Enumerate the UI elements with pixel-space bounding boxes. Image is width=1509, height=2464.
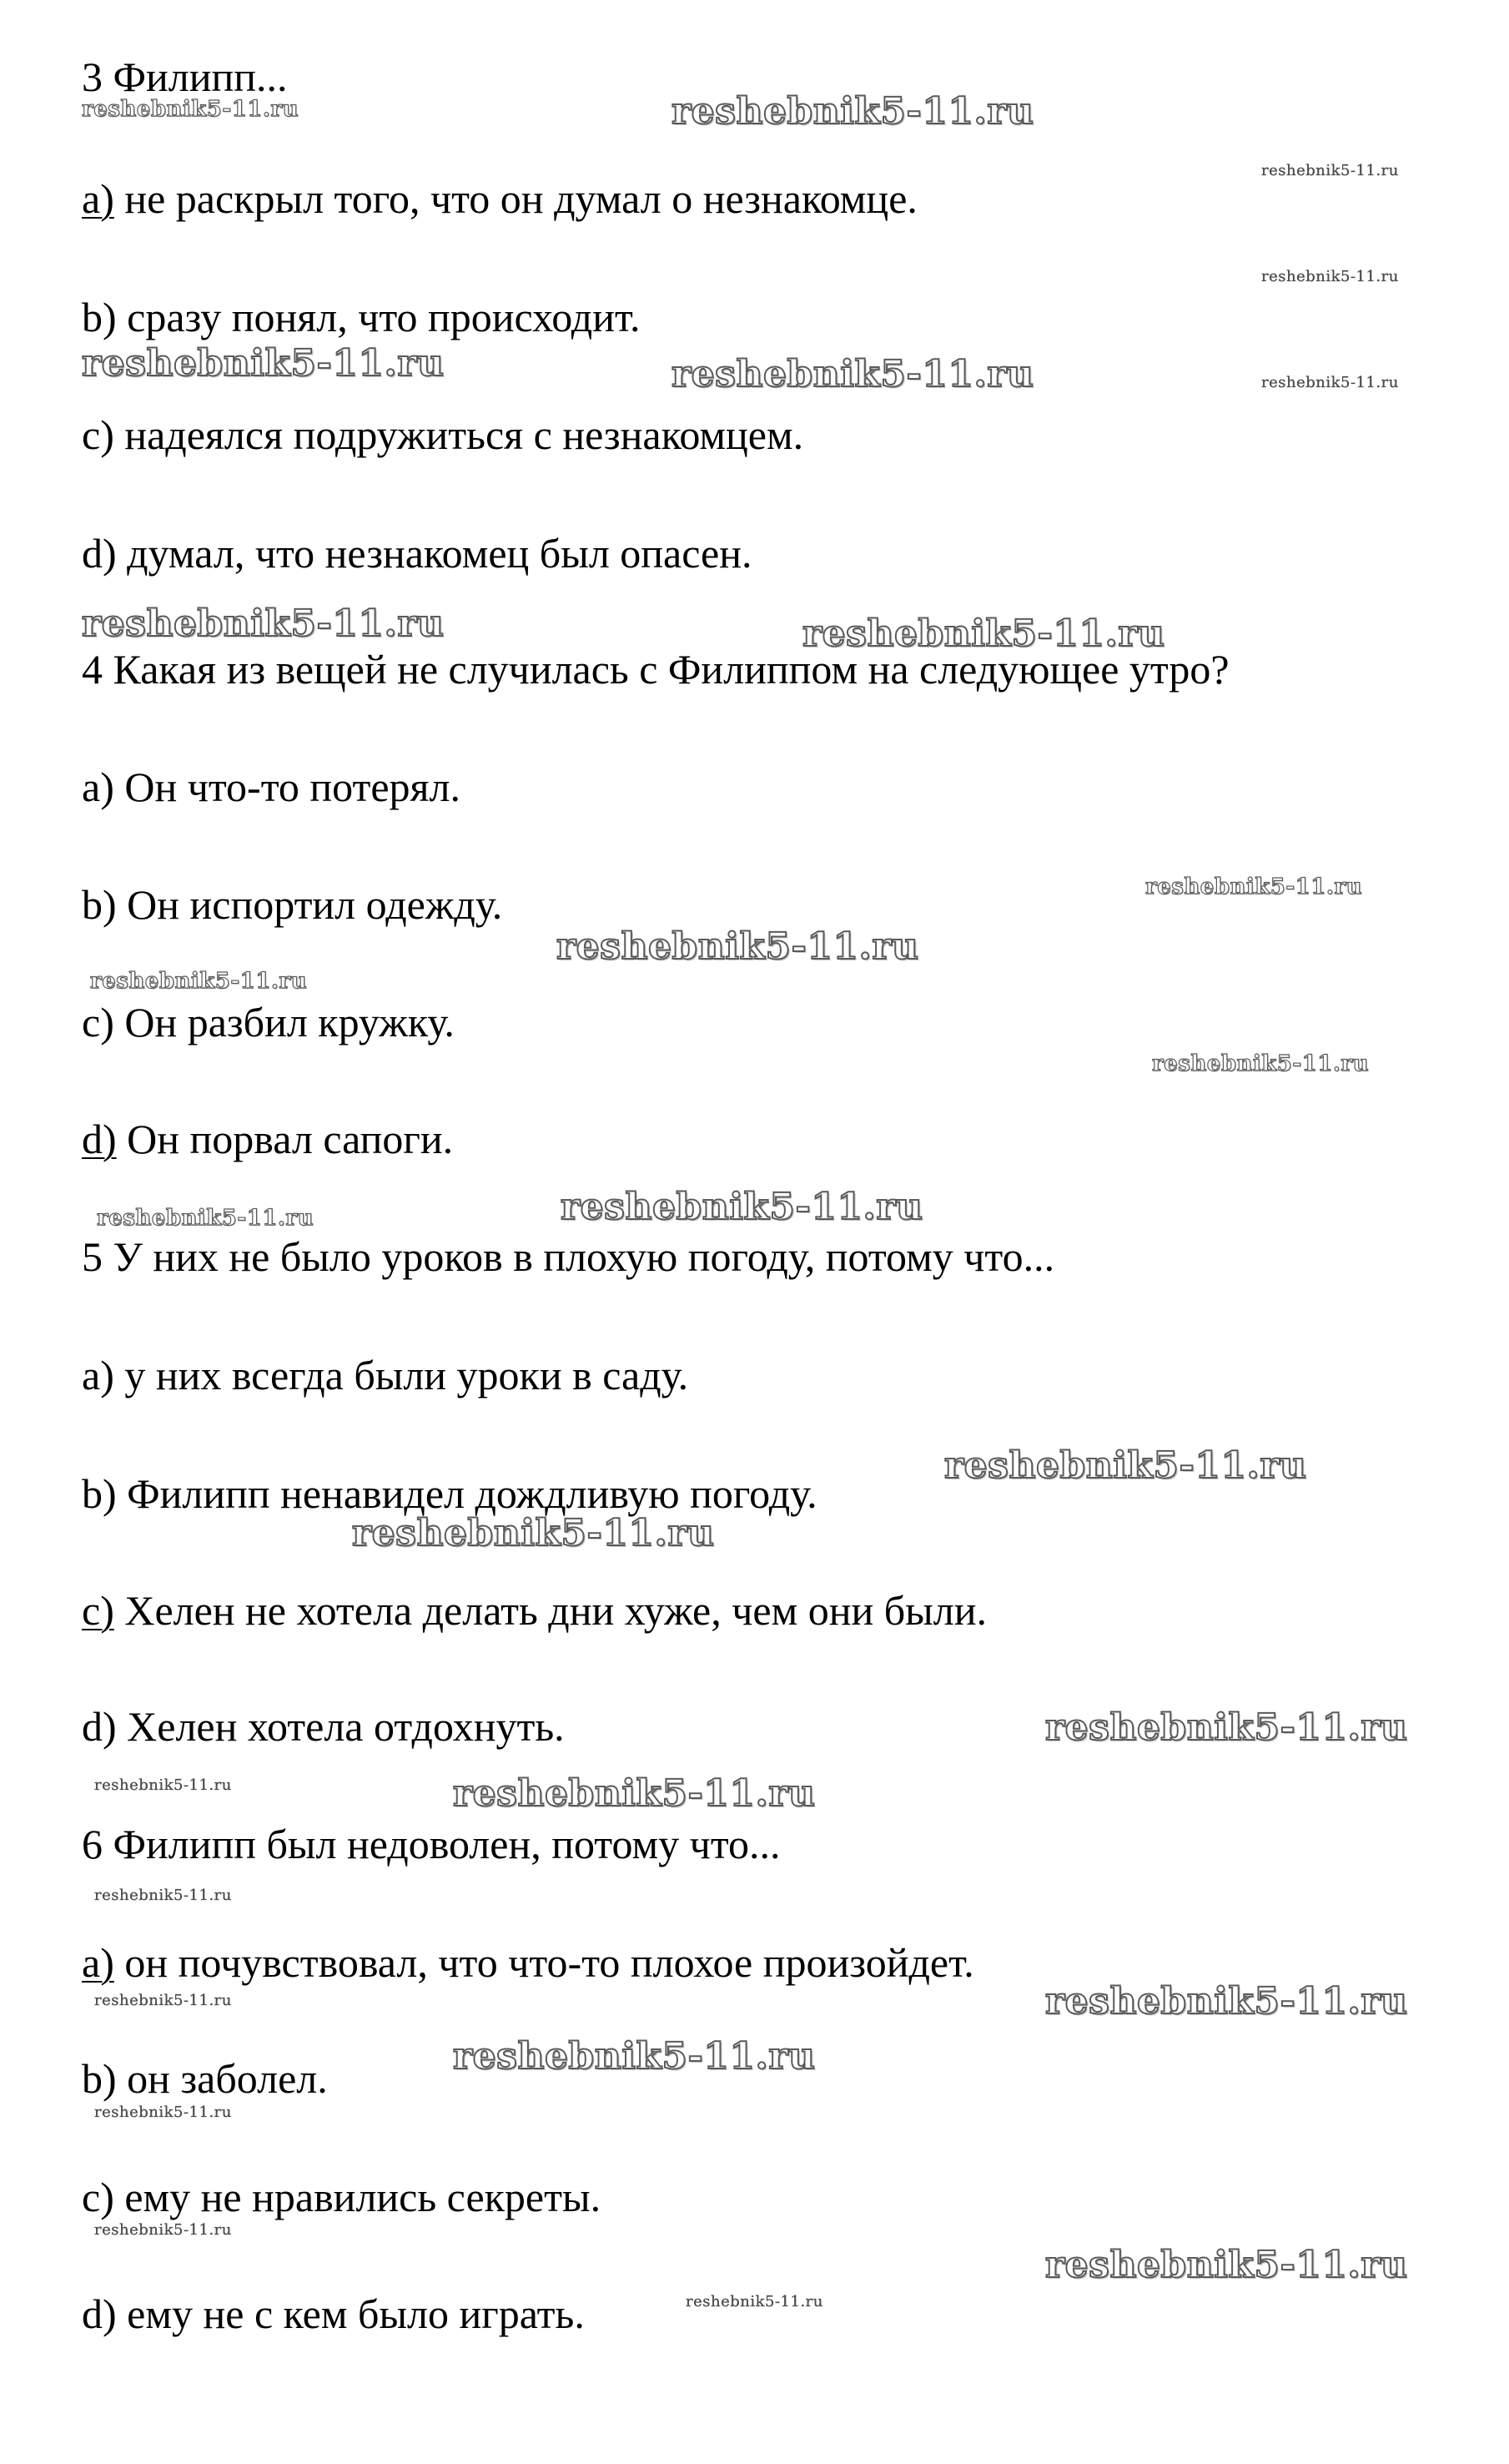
watermark: reshebnik5-11.ru <box>82 97 299 122</box>
question-5-option-b <box>82 1469 817 1519</box>
option-letter: c) <box>82 999 114 1046</box>
watermark: reshebnik5-11.ru <box>94 1887 232 1904</box>
option-text: Он порвал сапоги. <box>116 1116 454 1162</box>
answer-letter-selected: d) <box>82 1116 117 1162</box>
question-4-option-c <box>82 997 455 1047</box>
option-text: Хелен не хотела делать дни хуже, чем они были. <box>113 1587 987 1634</box>
watermark: reshebnik5-11.ru <box>453 1772 816 1815</box>
watermark: reshebnik5-11.ru <box>1261 374 1399 391</box>
question-3-option-c <box>82 410 803 460</box>
question-6-option-a <box>82 1937 974 1988</box>
option-letter: c) <box>82 411 114 458</box>
option-text: Он что-то потерял. <box>113 763 460 810</box>
option-letter: a) <box>82 763 114 810</box>
watermark: reshebnik5-11.ru <box>1152 1051 1370 1076</box>
option-text: он заболел. <box>116 2055 328 2102</box>
watermark: reshebnik5-11.ru <box>556 925 919 968</box>
option-letter: b) <box>82 881 117 928</box>
question-3-option-d <box>82 528 752 578</box>
watermark: reshebnik5-11.ru <box>1261 162 1399 179</box>
question-3-option-b <box>82 292 641 342</box>
watermark: reshebnik5-11.ru <box>1045 1706 1408 1749</box>
watermark: reshebnik5-11.ru <box>352 1512 715 1554</box>
option-letter: d) <box>82 1703 117 1750</box>
watermark: reshebnik5-11.ru <box>94 1776 232 1794</box>
watermark: reshebnik5-11.ru <box>672 90 1034 133</box>
option-letter: d) <box>82 2290 117 2337</box>
option-text: Он испортил одежду. <box>116 881 503 928</box>
answer-letter-selected: a) <box>82 175 114 222</box>
answer-letter-selected: a) <box>82 1939 114 1986</box>
watermark: reshebnik5-11.ru <box>672 353 1034 396</box>
watermark: reshebnik5-11.ru <box>944 1444 1307 1487</box>
option-letter: a) <box>82 1352 114 1398</box>
watermark: reshebnik5-11.ru <box>802 612 1165 655</box>
watermark: reshebnik5-11.ru <box>94 2104 232 2121</box>
option-text: у них всегда были уроки в саду. <box>113 1352 689 1398</box>
option-letter: b) <box>82 294 117 340</box>
option-letter: b) <box>82 2055 117 2102</box>
option-text: не раскрыл того, что он думал о незнакомце. <box>113 175 918 222</box>
question-6-option-d <box>82 2289 585 2339</box>
option-letter: d) <box>82 530 117 577</box>
watermark: reshebnik5-11.ru <box>453 2035 816 2078</box>
question-4-option-a <box>82 762 460 812</box>
option-letter: b) <box>82 1470 117 1517</box>
option-text: думал, что незнакомец был опасен. <box>116 530 752 577</box>
watermark: reshebnik5-11.ru <box>561 1186 923 1228</box>
watermark: reshebnik5-11.ru <box>686 2293 823 2310</box>
question-6-option-c <box>82 2172 601 2222</box>
question-4-option-d <box>82 1114 453 1164</box>
watermark: reshebnik5-11.ru <box>1145 874 1363 899</box>
option-text: Хелен хотела отдохнуть. <box>116 1703 565 1750</box>
option-text: сразу понял, что происходит. <box>116 294 641 340</box>
watermark: reshebnik5-11.ru <box>82 342 445 385</box>
question-5-option-a <box>82 1350 688 1400</box>
question-6-prompt: 6 Филипп был недоволен, потому что... <box>82 1821 781 1867</box>
option-text: Филипп ненавидел дождливую погоду. <box>116 1470 817 1517</box>
watermark: reshebnik5-11.ru <box>1045 2244 1408 2286</box>
watermark: reshebnik5-11.ru <box>90 969 308 994</box>
question-3-option-a <box>82 174 918 224</box>
option-text: он почувствовал, что что-то плохое произойдет. <box>113 1939 974 1986</box>
answer-letter-selected: c) <box>82 1587 114 1634</box>
question-3-prompt: 3 Филипп... <box>82 53 288 100</box>
option-text: надеялся подружиться с незнакомцем. <box>113 411 804 458</box>
watermark: reshebnik5-11.ru <box>1261 268 1399 285</box>
question-5-option-c <box>82 1585 987 1635</box>
watermark: reshebnik5-11.ru <box>94 1992 232 2009</box>
watermark: reshebnik5-11.ru <box>94 2221 232 2239</box>
option-text: ему не с кем было играть. <box>116 2290 585 2337</box>
question-4-prompt: 4 Какая из вещей не случилась с Филиппом на следующее утро? <box>82 646 1230 693</box>
option-letter: c) <box>82 2174 114 2220</box>
question-5-prompt: 5 У них не было уроков в плохую погоду, потому что... <box>82 1233 1055 1280</box>
question-4-option-b <box>82 879 502 930</box>
watermark: reshebnik5-11.ru <box>82 602 445 645</box>
watermark: reshebnik5-11.ru <box>1045 1980 1408 2023</box>
option-text: Он разбил кружку. <box>113 999 455 1046</box>
option-text: ему не нравились секреты. <box>113 2174 601 2220</box>
question-5-option-d <box>82 1701 565 1751</box>
watermark: reshebnik5-11.ru <box>97 1206 314 1231</box>
question-6-option-b <box>82 2053 328 2104</box>
